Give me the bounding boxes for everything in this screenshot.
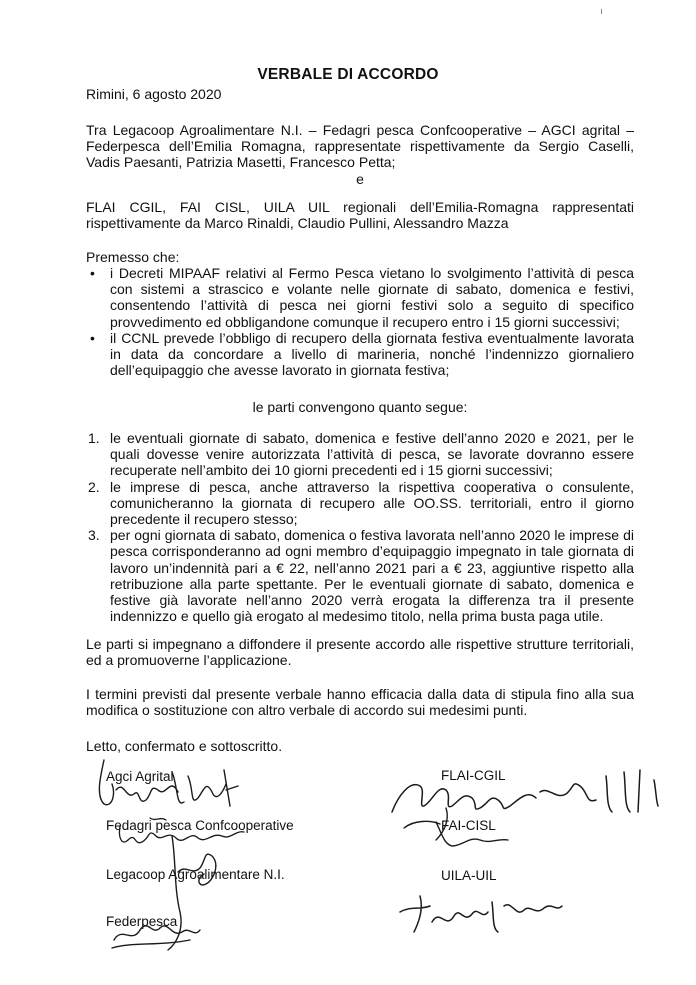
signature-fai-cisl bbox=[404, 808, 508, 846]
signatory-legacoop: Legacoop Agroalimentare N.I. bbox=[106, 867, 285, 882]
document-title: VERBALE DI ACCORDO bbox=[257, 66, 439, 83]
signature-fedagri bbox=[119, 818, 244, 843]
premise-heading: Premesso che: bbox=[86, 249, 180, 265]
closing-line: Letto, confermato e sottoscritto. bbox=[86, 738, 283, 754]
number-marker: 3. bbox=[88, 527, 100, 544]
agreement-text: le eventuali giornate di sabato, domenica e festive dell’anno 2020 e 2021, per le quali dovesse venire autorizzata l’attività di pesca, se lavorate dovranno essere recuperate nell’ambito dei 10 giorni precedenti ed i 15 giorni successivi; bbox=[110, 430, 634, 479]
premise-text: il CCNL prevede l’obbligo di recupero della giornata festiva eventualmente lavorata in data da concordare a livello di marineria, nonché l’indennizzo giornaliero dell’equipaggio che avesse lavorato in giornata festiva; bbox=[110, 329, 634, 379]
signature-uila-uil bbox=[400, 896, 562, 932]
signature-flai-cgil bbox=[392, 770, 658, 812]
bullet-marker: • bbox=[90, 329, 95, 346]
agree-heading: le parti convengono quanto segue: bbox=[252, 399, 468, 415]
commitment-paragraph: Le parti si impegnano a diffondere il presente accordo alle rispettive strutture territoriali, ed a promuoverne l’applicazione. bbox=[86, 636, 634, 669]
signatory-federpesca: Federpesca bbox=[106, 914, 178, 929]
signatory-flai-cgil: FLAI-CGIL bbox=[441, 768, 506, 783]
premise-text: i Decreti MIPAAF relativi al Fermo Pesca vietano lo svolgimento l’attività di pesca con sistemi a strascico e volante nelle giornate di sabato, domenica e festivi, consentendo l’attività di pesca nei giorni festivi solo a seguito di specifico provvedimento ed obbligandone comunque il recupero entro i 15 giorni successivi; bbox=[110, 265, 634, 330]
number-marker: 2. bbox=[88, 478, 100, 495]
signatory-agci-agrital: Agci Agrital bbox=[106, 769, 174, 784]
signatory-uila-uil: UILA-UIL bbox=[441, 868, 497, 883]
bullet-marker: • bbox=[90, 265, 95, 281]
unions-paragraph: FLAI CGIL, FAI CISL, UILA UIL regionali dell’Emilia-Romagna rappresentati rispettivamente da Marco Rinaldi, Claudio Pullini, Alessandro Mazza bbox=[86, 199, 634, 232]
agreement-text: le imprese di pesca, anche attraverso la rispettiva cooperativa o consulente, comunicheranno la giornata di recupero alle OO.SS. territoriali, entro il giorno precedente il recupero stesso; bbox=[110, 478, 634, 528]
signatory-fedagri-pesca: Fedagri pesca Confcooperative bbox=[106, 818, 294, 833]
number-marker: 1. bbox=[88, 430, 100, 446]
agreement-text: per ogni giornata di sabato, domenica o festiva lavorata nell’anno 2020 le imprese di pesca corrisponderanno ad ogni membro d’equipaggio impegnato in tale giornata di lavoro un’indennità pari a € 22, nell’anno 2021 pari a € 23, aggiuntive rispetto alla retribuzione alla parte spettante. Per le eventuali giornate di sabato, domenica e festive già lavorate nell’anno 2020 verrà erogata la differenza tra il presente indennizzo e quello già erogato al medesimo titolo, nella prima busta paga utile. bbox=[110, 527, 634, 625]
signatory-fai-cisl: FAI-CISL bbox=[441, 818, 496, 833]
place-date: Rimini, 6 agosto 2020 bbox=[86, 86, 222, 102]
signature-federpesca bbox=[112, 926, 200, 948]
validity-paragraph: I termini previsti dal presente verbale hanno efficacia dalla data di stipula fino alla sua modifica o sostituzione con altro verbale di accordo sui medesimi punti. bbox=[86, 686, 634, 719]
signature-agci-agrital bbox=[99, 760, 238, 806]
parties-intro: Tra Legacoop Agroalimentare N.I. – Fedagri pesca Confcooperative – AGCI agrital – Federpesca dell’Emilia Romagna, rappresentate rispettivamente da Sergio Caselli, Vadis Paesanti, Patrizia Masetti, Francesco Petta; bbox=[86, 122, 634, 171]
conjunction: e bbox=[356, 171, 364, 187]
